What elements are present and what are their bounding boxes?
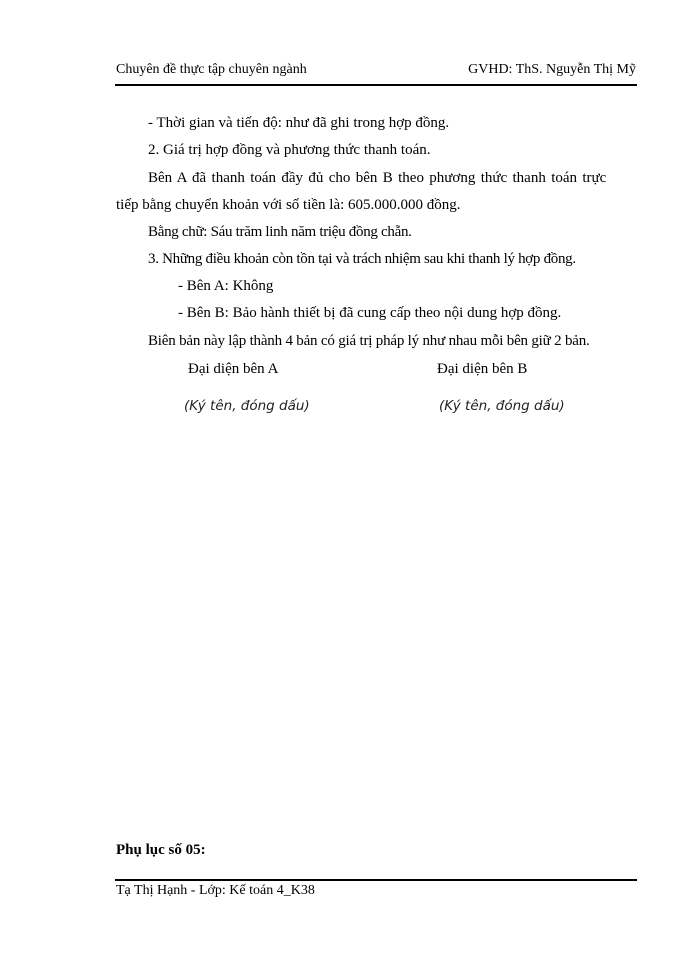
section-heading: 2. Giá trị hợp đồng và phương thức thanh toán. xyxy=(148,142,431,158)
footer-author: Tạ Thị Hạnh - Lớp: Kế toán 4_K38 xyxy=(116,883,315,898)
header-title: Chuyên đề thực tập chuyên ngành xyxy=(116,62,307,77)
header-divider xyxy=(115,84,637,86)
paragraph: Bằng chữ: Sáu trăm linh năm triệu đồng chẵn. xyxy=(148,224,412,240)
paragraph: tiếp bằng chuyển khoản với số tiền là: 605.000.000 đồng. xyxy=(116,197,461,213)
signature-a-title: Đại diện bên A xyxy=(188,361,279,377)
appendix-heading: Phụ lục số 05: xyxy=(116,842,206,858)
list-item: - Bên B: Bảo hành thiết bị đã cung cấp theo nội dung hợp đồng. xyxy=(178,305,562,321)
footer-divider xyxy=(115,879,637,881)
list-item: - Bên A: Không xyxy=(178,278,274,294)
signature-b-note: (Ký tên, đóng dấu) xyxy=(439,398,565,414)
section-heading: 3. Những điều khoản còn tồn tại và trách nhiệm sau khi thanh lý hợp đồng. xyxy=(148,251,576,267)
paragraph: Bên A đã thanh toán đầy đủ cho bên B theo phương thức thanh toán trực xyxy=(148,170,607,186)
header-advisor: GVHD: ThS. Nguyễn Thị Mỹ xyxy=(468,62,636,77)
paragraph: - Thời gian và tiến độ: như đã ghi trong hợp đồng. xyxy=(148,115,450,131)
signature-a-note: (Ký tên, đóng dấu) xyxy=(184,398,310,414)
paragraph: Biên bản này lập thành 4 bản có giá trị pháp lý như nhau mỗi bên giữ 2 bản. xyxy=(148,333,590,349)
signature-b-title: Đại diện bên B xyxy=(437,361,528,377)
